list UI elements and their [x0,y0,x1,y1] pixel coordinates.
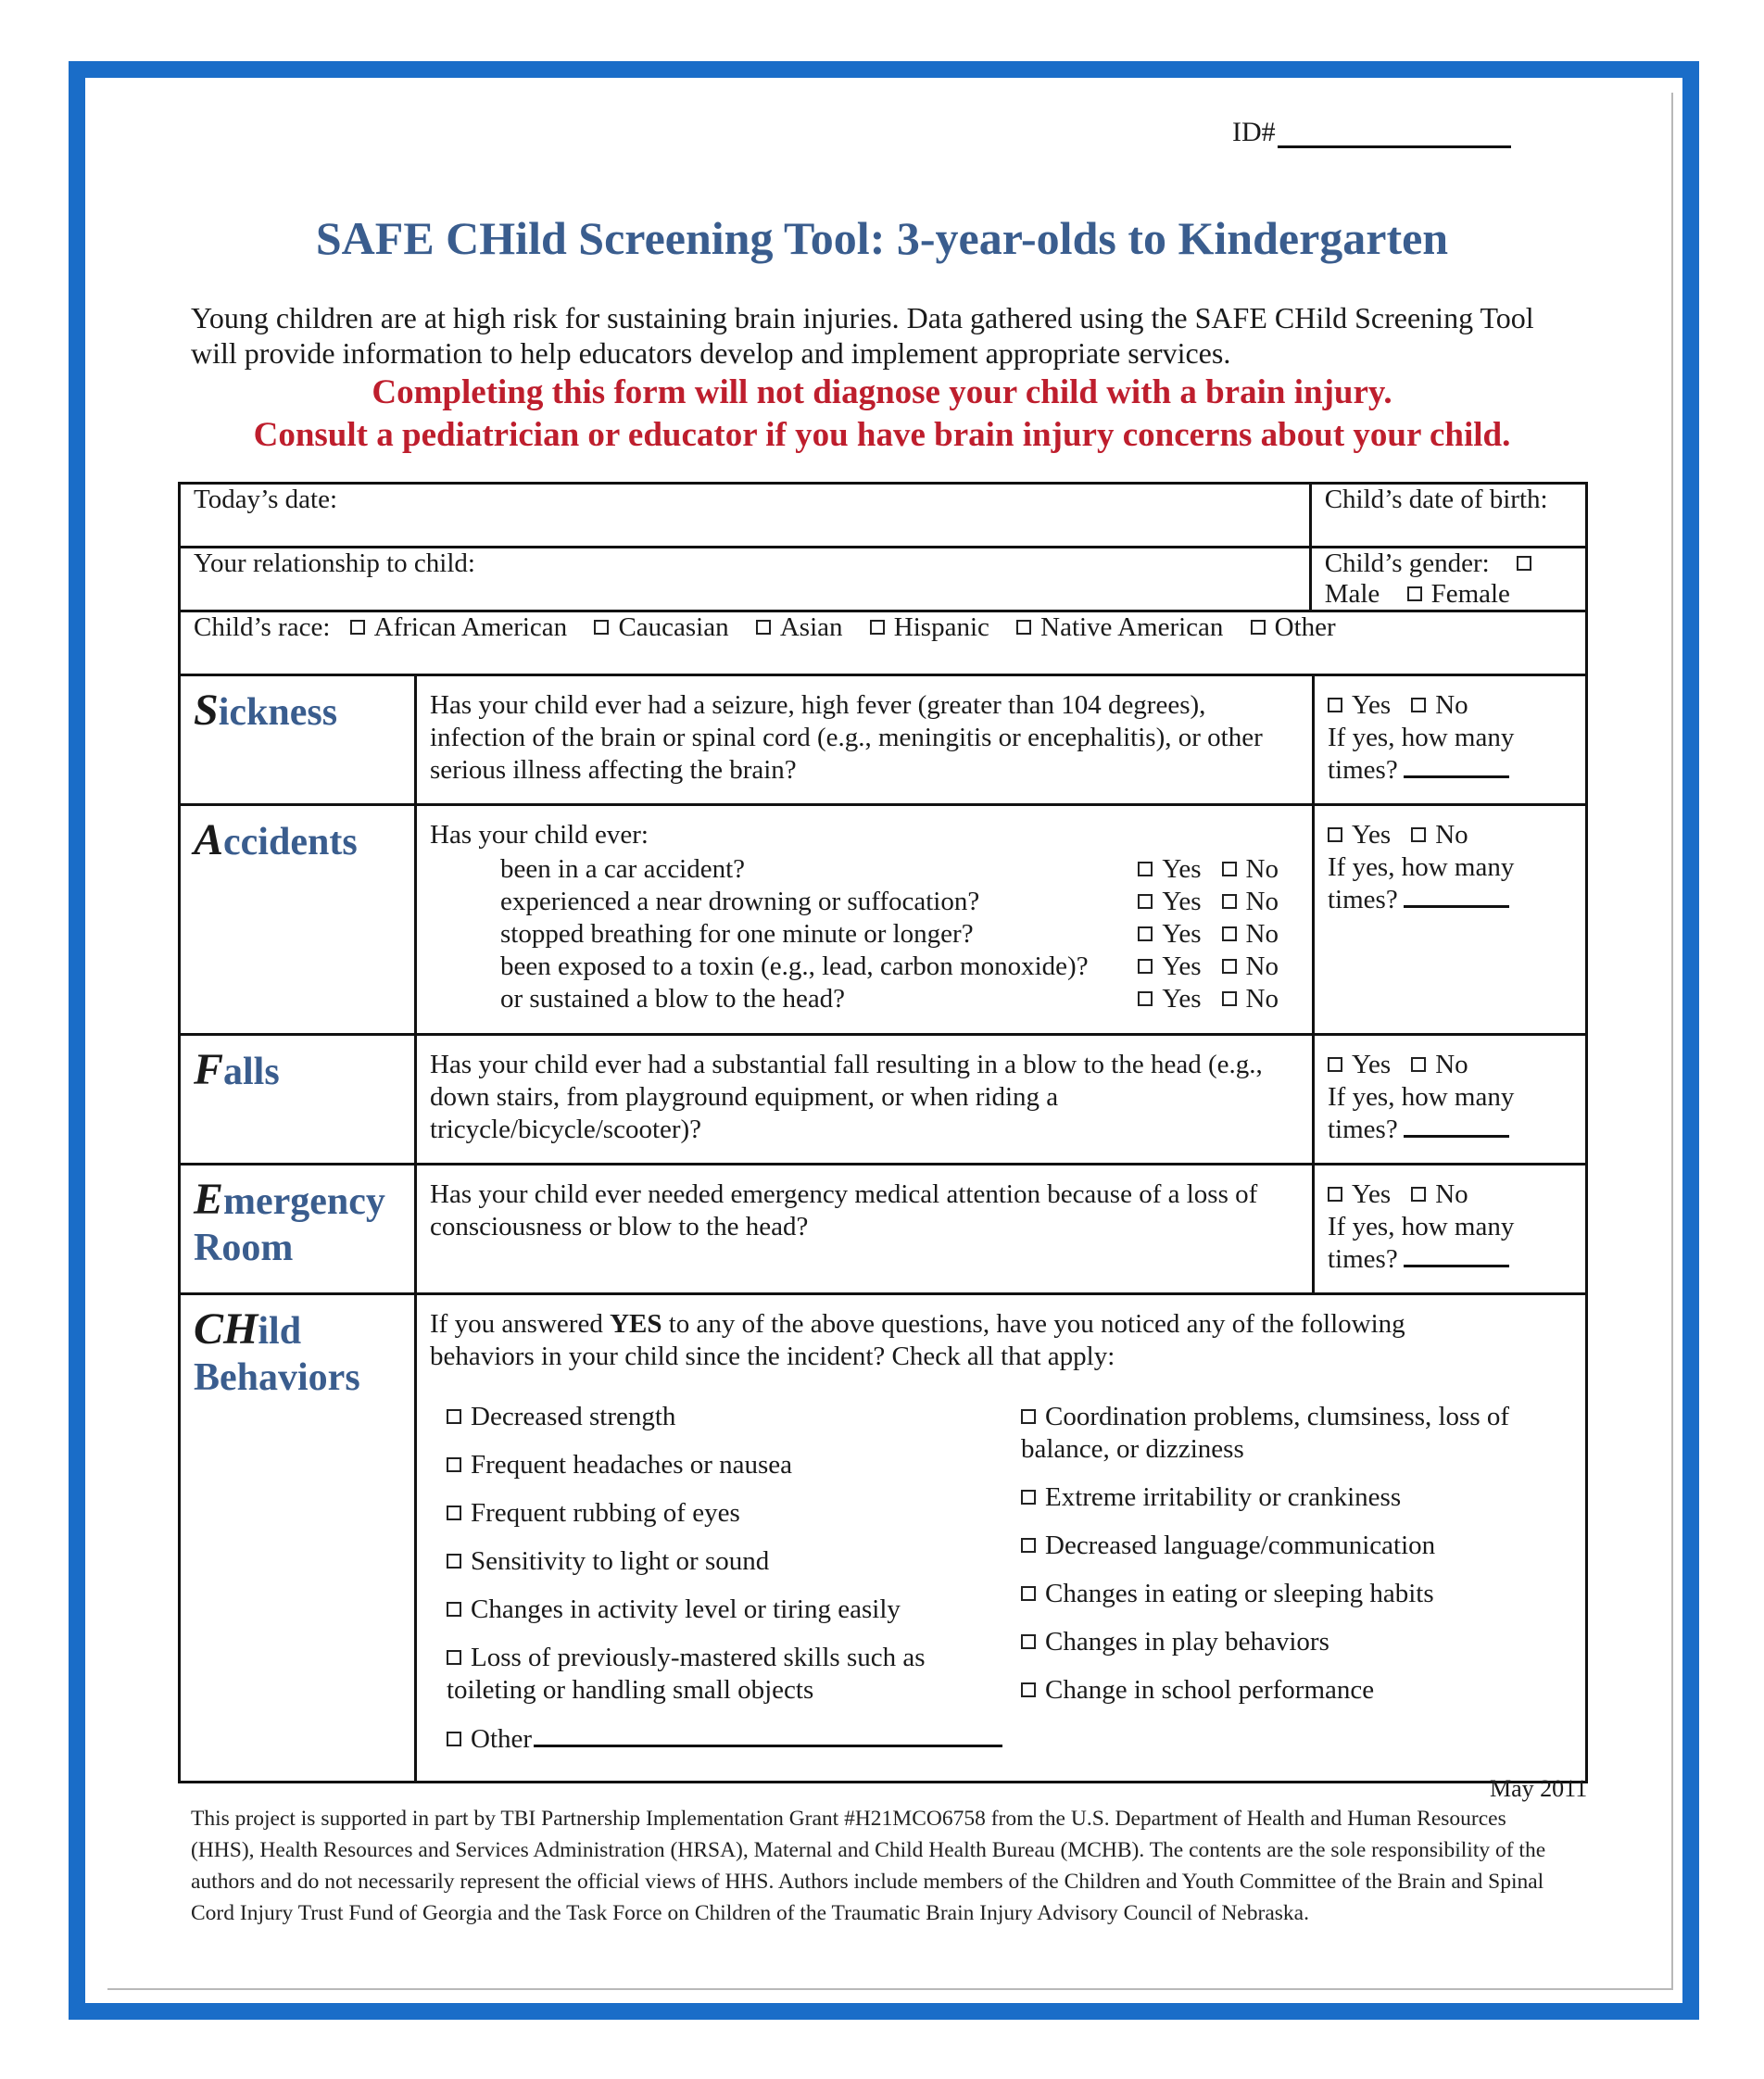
behavior-label: Decreased strength [471,1402,676,1431]
behavior-label: Change in school performance [1045,1675,1375,1705]
behavior-option-other[interactable] [447,1722,1021,1756]
behavior-label: Frequent headaches or nausea [471,1450,793,1480]
warning-consult: Consult a pediatrician or educator if you have brain injury concerns about your child. [253,416,1511,454]
behavior-option[interactable] [447,1449,1021,1481]
behavior-option[interactable] [1021,1401,1540,1466]
checkbox-icon[interactable] [870,620,885,635]
behavior-option[interactable] [1021,1578,1540,1610]
checkbox-icon[interactable] [594,620,609,635]
checkbox-icon[interactable] [1411,698,1426,712]
accident-item-label: or sustained a blow to the head? [500,984,846,1014]
warning-diagnose: Completing this form will not diagnose your child with a brain injury. [372,373,1392,411]
accident-item [500,853,1279,886]
times-label: times? [1328,1244,1398,1274]
accident-item-label: been exposed to a toxin (e.g., lead, carbon monoxide)? [500,951,1089,981]
intro-text: Young children are at high risk for sustaining brain injuries. Data gathered using the SAFE CHild Screening Tool will provide information to help educators develop and implement appropriate services. [191,301,1534,370]
yes-label: Yes [1352,820,1392,850]
heading-rest: ild [258,1310,302,1353]
behaviors-prompt [430,1308,1514,1373]
how-many-label: If yes, how many [1328,852,1515,882]
times-blank[interactable] [1404,885,1509,908]
gender-field [1310,548,1586,611]
how-many-label: If yes, how many [1328,1082,1515,1112]
no-label: No [1245,951,1279,981]
times-label: times? [1328,885,1398,914]
accident-item [500,918,1279,951]
no-label: No [1245,887,1279,916]
option-label: Female [1430,579,1510,609]
times-blank[interactable] [1404,755,1509,778]
behavior-label: Changes in eating or sleeping habits [1045,1579,1434,1608]
yes-option[interactable] [1328,1050,1391,1079]
heading-line2: Behaviors [194,1356,360,1399]
accident-item [500,886,1279,918]
behavior-label: Changes in play behaviors [1045,1627,1329,1657]
checkbox-icon[interactable] [1021,1490,1036,1505]
checkbox-icon[interactable] [447,1732,461,1746]
checkbox-icon[interactable] [447,1457,461,1472]
checkbox-icon[interactable] [1138,862,1153,876]
behavior-label: Loss of previously-mastered skills such as toileting or handling small objects [447,1643,926,1705]
no-option[interactable] [1222,984,1279,1014]
yes-option[interactable] [1138,984,1201,1014]
behavior-label: Extreme irritability or crankiness [1045,1482,1402,1512]
no-option[interactable] [1222,951,1279,981]
race-option-other[interactable] [1251,612,1336,642]
yes-option[interactable] [1138,951,1201,981]
sickness-answer [1314,675,1587,805]
times-label: times? [1328,1115,1398,1144]
accident-item-label: stopped breathing for one minute or longer? [500,919,974,949]
race-option-hispanic[interactable] [870,612,989,642]
no-label: No [1245,919,1279,949]
option-label: Native American [1040,612,1224,642]
screening-form [178,482,1588,1783]
checkbox-icon[interactable] [1517,556,1531,571]
option-label: Asian [779,612,843,642]
behavior-label: Coordination problems, clumsiness, loss of balance, or dizziness [1021,1402,1510,1464]
no-label: No [1435,820,1468,850]
behaviors-left-column [430,1401,1021,1771]
yes-option[interactable] [1328,690,1391,720]
checkbox-icon[interactable] [447,1554,461,1569]
behavior-option[interactable] [447,1594,1021,1626]
no-option[interactable] [1411,690,1468,720]
yes-label: Yes [1162,919,1202,949]
accident-item [500,983,1279,1015]
behavior-option[interactable] [447,1642,965,1707]
times-blank[interactable] [1404,1115,1509,1138]
heading-initial: E [194,1175,224,1224]
accidents-heading [180,805,416,1035]
todays-date-field[interactable] [180,484,1311,548]
heading-rest: mergency [223,1180,385,1223]
todays-date-label: Today’s date: [194,485,338,514]
yes-option[interactable] [1328,820,1391,850]
checkbox-icon[interactable] [447,1409,461,1424]
checkbox-icon[interactable] [1222,959,1237,974]
checkbox-icon[interactable] [1251,620,1266,635]
race-option-asian[interactable] [756,612,843,642]
id-label: ID# [1232,117,1276,147]
yes-option[interactable] [1138,887,1201,916]
checkbox-icon[interactable] [1328,1187,1342,1202]
checkbox-icon[interactable] [1411,1187,1426,1202]
yes-label: Yes [1352,690,1392,720]
checkbox-icon[interactable] [1016,620,1031,635]
checkbox-icon[interactable] [350,620,365,635]
accidents-answer [1314,805,1587,1035]
no-label: No [1435,1050,1468,1079]
checkbox-icon[interactable] [1222,926,1237,941]
times-blank[interactable] [1404,1244,1509,1267]
option-label: Other [1274,612,1336,642]
option-label: Male [1324,579,1380,609]
falls-heading [180,1035,416,1165]
accident-item-label: been in a car accident? [500,854,746,884]
relationship-field[interactable] [180,548,1311,611]
checkbox-icon[interactable] [1411,827,1426,842]
behavior-option[interactable] [447,1401,1021,1433]
no-label: No [1435,1179,1468,1209]
emergency-question: Has your child ever needed emergency medical attention because of a loss of consciousness or blow to the head? [416,1165,1314,1294]
checkbox-icon[interactable] [1328,698,1342,712]
accident-item [500,951,1279,983]
checkbox-icon[interactable] [1138,926,1153,941]
gender-option-female[interactable] [1407,579,1510,609]
accidents-sublist [500,853,1299,1015]
heading-initial: CH [194,1304,258,1354]
checkbox-icon[interactable] [756,620,771,635]
no-option[interactable] [1222,887,1279,916]
other-label: Other [471,1724,533,1754]
behavior-option[interactable] [1021,1674,1540,1707]
behavior-option[interactable] [1021,1530,1540,1562]
no-label: No [1245,854,1279,884]
checkbox-icon[interactable] [1407,586,1422,601]
falls-answer [1314,1035,1587,1165]
other-blank[interactable] [534,1722,1002,1747]
relationship-label: Your relationship to child: [194,548,475,578]
checkbox-icon[interactable] [1138,991,1153,1006]
checkbox-icon[interactable] [1021,1634,1036,1649]
heading-initial: A [194,815,224,864]
checkbox-icon[interactable] [1138,959,1153,974]
yes-label: Yes [1352,1050,1392,1079]
yes-option[interactable] [1138,919,1201,949]
yes-label: Yes [1352,1179,1392,1209]
times-label: times? [1328,755,1398,785]
behavior-label: Decreased language/communication [1045,1531,1436,1560]
behaviors-checklist [430,1401,1572,1771]
heading-rest: alls [223,1051,280,1093]
checkbox-icon[interactable] [1222,862,1237,876]
no-option[interactable] [1411,1050,1468,1079]
accidents-question-text: Has your child ever: [430,820,649,850]
checkbox-icon[interactable] [1222,894,1237,909]
page-title: SAFE CHild Screening Tool: 3-year-olds to Kindergarten [315,212,1449,264]
behavior-option[interactable] [1021,1481,1540,1514]
sickness-question: Has your child ever had a seizure, high fever (greater than 104 degrees), infection of the brain or spinal cord (e.g., meningitis or encephalitis), or other serious illness affecting the brain? [416,675,1314,805]
option-label: Caucasian [618,612,729,642]
behavior-option[interactable] [447,1545,1021,1578]
checkbox-icon[interactable] [1021,1586,1036,1601]
heading-rest: ccidents [223,821,358,863]
behavior-option[interactable] [1021,1626,1540,1658]
yes-label: Yes [1162,984,1202,1014]
checkbox-icon[interactable] [1021,1538,1036,1553]
emergency-answer [1314,1165,1587,1294]
checkbox-icon[interactable] [1222,991,1237,1006]
race-option-native-american[interactable] [1016,612,1223,642]
behaviors-question [416,1294,1587,1783]
no-label: No [1435,690,1468,720]
checkbox-icon[interactable] [1021,1682,1036,1697]
behavior-label: Frequent rubbing of eyes [471,1498,740,1528]
heading-initial: S [194,686,219,735]
prompt-post: to any of the above questions, have you noticed any of the following behaviors in your child since the incident? Check all that apply: [430,1309,1405,1371]
id-blank[interactable] [1278,120,1511,148]
no-option[interactable] [1222,919,1279,949]
race-option-caucasian[interactable] [594,612,728,642]
child-dob-label: Child’s date of birth: [1324,485,1548,514]
behavior-option[interactable] [447,1497,1021,1530]
yes-option[interactable] [1138,854,1201,884]
heading-rest: ickness [218,691,338,734]
yes-label: Yes [1162,887,1202,916]
id-field[interactable] [1232,117,1511,148]
accident-item-label: experienced a near drowning or suffocation? [500,887,980,916]
prompt-bold: YES [610,1309,662,1339]
falls-question: Has your child ever had a substantial fall resulting in a blow to the head (e.g., down stairs, from playground equipment, or when riding a tricycle/bicycle/scooter)? [416,1035,1314,1165]
heading-line2: Room [194,1227,294,1269]
checkbox-icon[interactable] [1328,827,1342,842]
no-option[interactable] [1222,854,1279,884]
behavior-label: Changes in activity level or tiring easily [471,1594,901,1624]
gender-label: Child’s gender: [1324,548,1490,578]
accidents-question [416,805,1314,1035]
checkbox-icon[interactable] [447,1506,461,1520]
checkbox-icon[interactable] [1411,1057,1426,1072]
funding-disclaimer: This project is supported in part by TBI Partnership Implementation Grant #H21MCO6758 from the U.S. Department of Health and Human Resources (HHS), Health Resources and Services Administration (HRSA), Maternal and Child Health Bureau (MCHB). The contents are the sole responsibility of the authors and do not necessarily represent the official views of HHS. Authors include members of the Children and Youth Committee of the Brain and Spinal Cord Injury Trust Fund of Georgia and the Task Force on Children of the Traumatic Brain Injury Advisory Council of Nebraska. [191,1807,1546,1925]
yes-label: Yes [1162,854,1202,884]
child-dob-field[interactable] [1310,484,1586,548]
no-label: No [1245,984,1279,1014]
emergency-room-heading [180,1165,416,1294]
revision-date: May 2011 [1490,1775,1588,1802]
race-field [180,611,1587,675]
no-option[interactable] [1411,1179,1468,1209]
how-many-label: If yes, how many [1328,1212,1515,1241]
checkbox-icon[interactable] [447,1602,461,1617]
how-many-label: If yes, how many [1328,723,1515,752]
checkbox-icon[interactable] [447,1650,461,1665]
behaviors-right-column [1021,1401,1540,1771]
checkbox-icon[interactable] [1138,894,1153,909]
option-label: African American [373,612,568,642]
race-option-african-american[interactable] [350,612,568,642]
yes-label: Yes [1162,951,1202,981]
child-behaviors-heading [180,1294,416,1783]
checkbox-icon[interactable] [1328,1057,1342,1072]
no-option[interactable] [1411,820,1468,850]
sickness-heading [180,675,416,805]
race-label: Child’s race: [194,612,331,642]
behavior-label: Sensitivity to light or sound [471,1546,770,1576]
yes-option[interactable] [1328,1179,1391,1209]
prompt-pre: If you answered [430,1309,611,1339]
heading-initial: F [194,1045,224,1094]
option-label: Hispanic [893,612,989,642]
checkbox-icon[interactable] [1021,1409,1036,1424]
